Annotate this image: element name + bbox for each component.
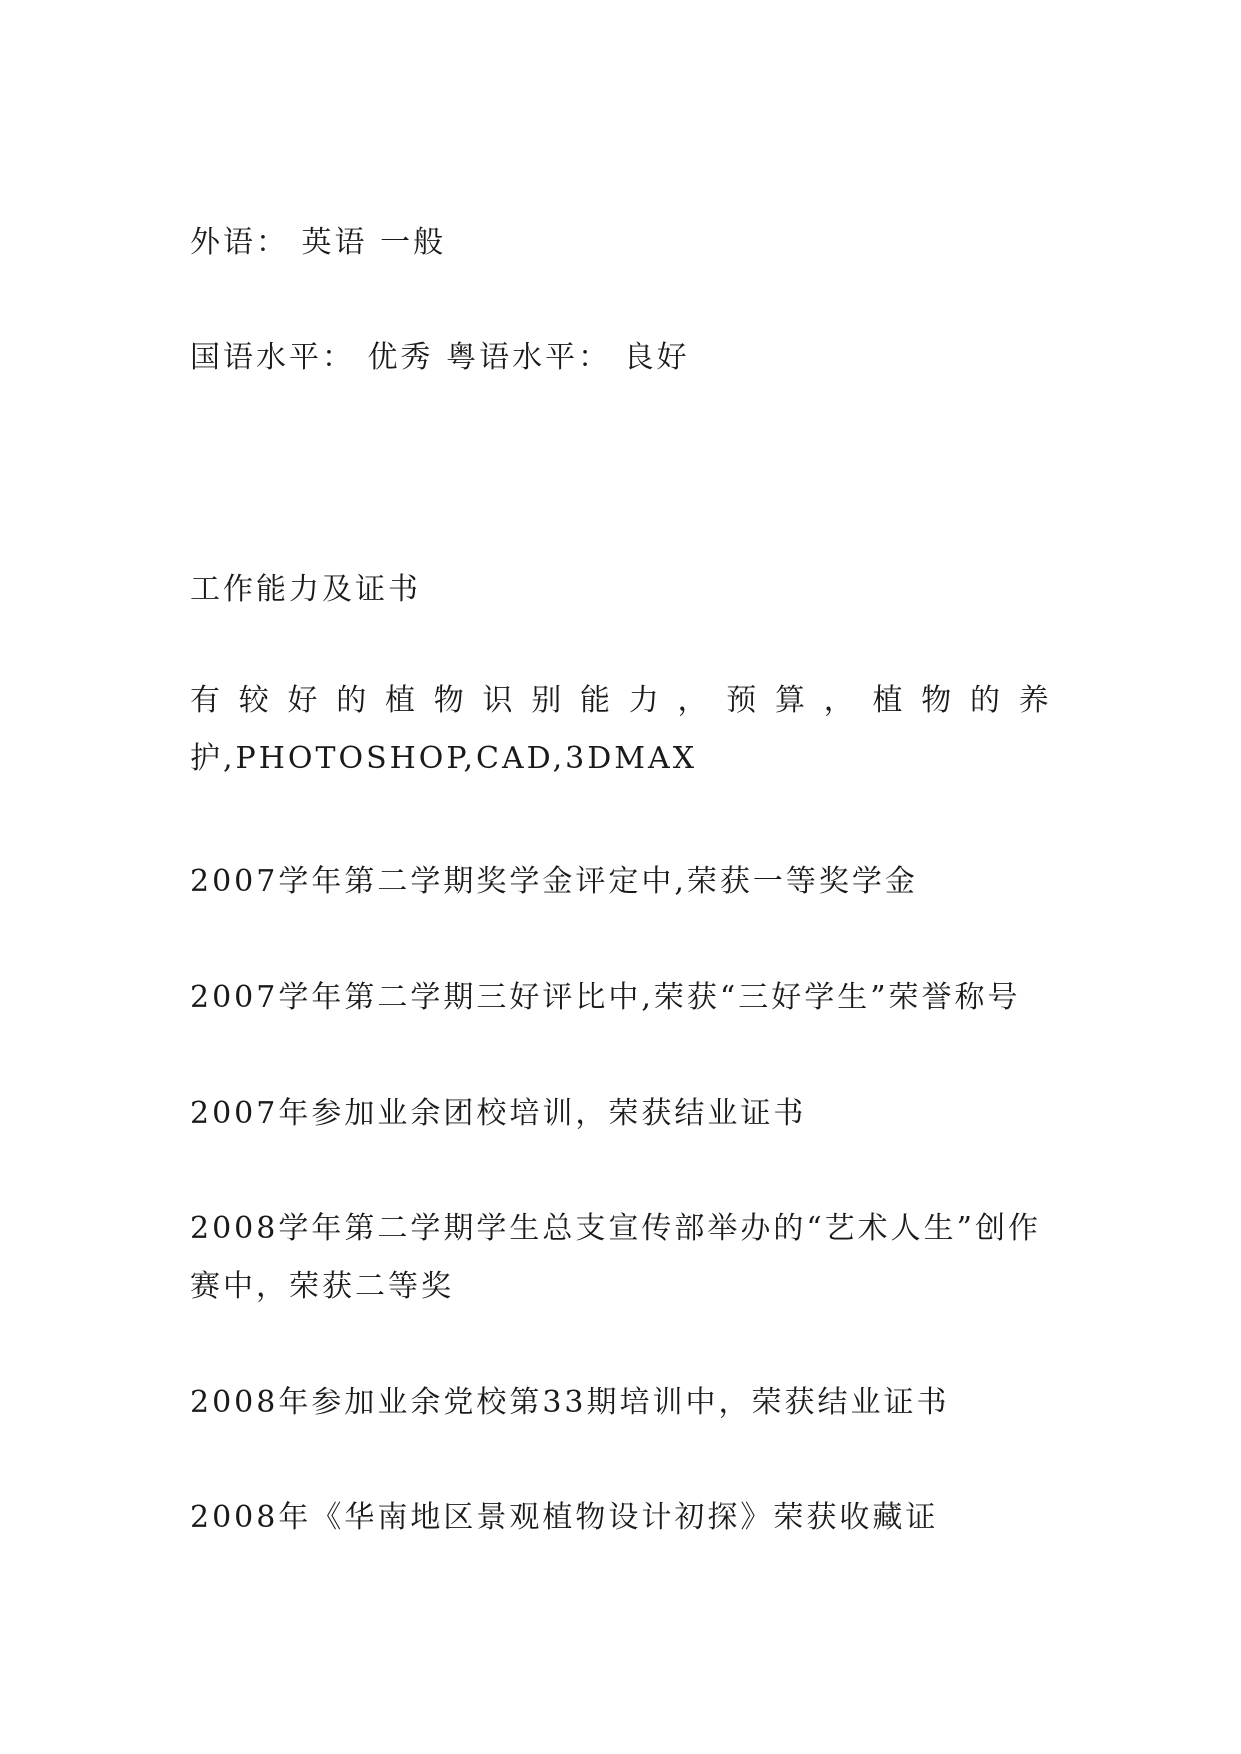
abilities-char: 好: [287, 683, 321, 718]
award-line-1: 2008学年第二学期学生总支宣传部举办的“艺术人生”创作: [190, 1211, 1042, 1246]
dialect-level-line: 国语水平： 优秀 粤语水平： 良好: [190, 340, 690, 375]
award-item: 2007年参加业余团校培训，荣获结业证书: [190, 1096, 807, 1131]
abilities-line-2: 护,PHOTOSHOP,CAD,3DMAX: [190, 741, 698, 776]
abilities-char: ，: [823, 683, 857, 718]
abilities-char: 植: [385, 683, 418, 718]
abilities-char: 识: [482, 683, 516, 718]
abilities-char: 的: [336, 683, 370, 718]
abilities-char: 算: [775, 683, 808, 718]
award-item: 2008年参加业余党校第33期培训中，荣获结业证书: [190, 1385, 950, 1420]
award-item: [190, 1200, 1052, 1316]
abilities-char: 的: [970, 683, 1003, 718]
abilities-paragraph: [190, 672, 1052, 788]
section-heading: 工作能力及证书: [190, 572, 421, 607]
abilities-char: 物: [921, 683, 955, 718]
abilities-char: 植: [872, 683, 906, 718]
foreign-language-line: 外语： 英语 一般: [190, 225, 447, 260]
award-line-2: 赛中，荣获二等奖: [190, 1269, 454, 1304]
award-item: 2007学年第二学期奖学金评定中,荣获一等奖学金: [190, 864, 918, 899]
award-item: 2007学年第二学期三好评比中,荣获“三好学生”荣誉称号: [190, 980, 1021, 1015]
abilities-char: 别: [531, 683, 565, 718]
abilities-char: 养: [1018, 683, 1052, 718]
abilities-char: 有: [190, 683, 223, 718]
abilities-char: ，: [677, 683, 711, 718]
abilities-char: 力: [628, 683, 662, 718]
abilities-char: 较: [238, 683, 272, 718]
abilities-line-1: [190, 672, 1052, 730]
award-item: 2008年《华南地区景观植物设计初探》荣获收藏证: [190, 1500, 939, 1535]
abilities-char: 预: [726, 683, 760, 718]
abilities-char: 物: [433, 683, 467, 718]
abilities-char: 能: [580, 683, 613, 718]
